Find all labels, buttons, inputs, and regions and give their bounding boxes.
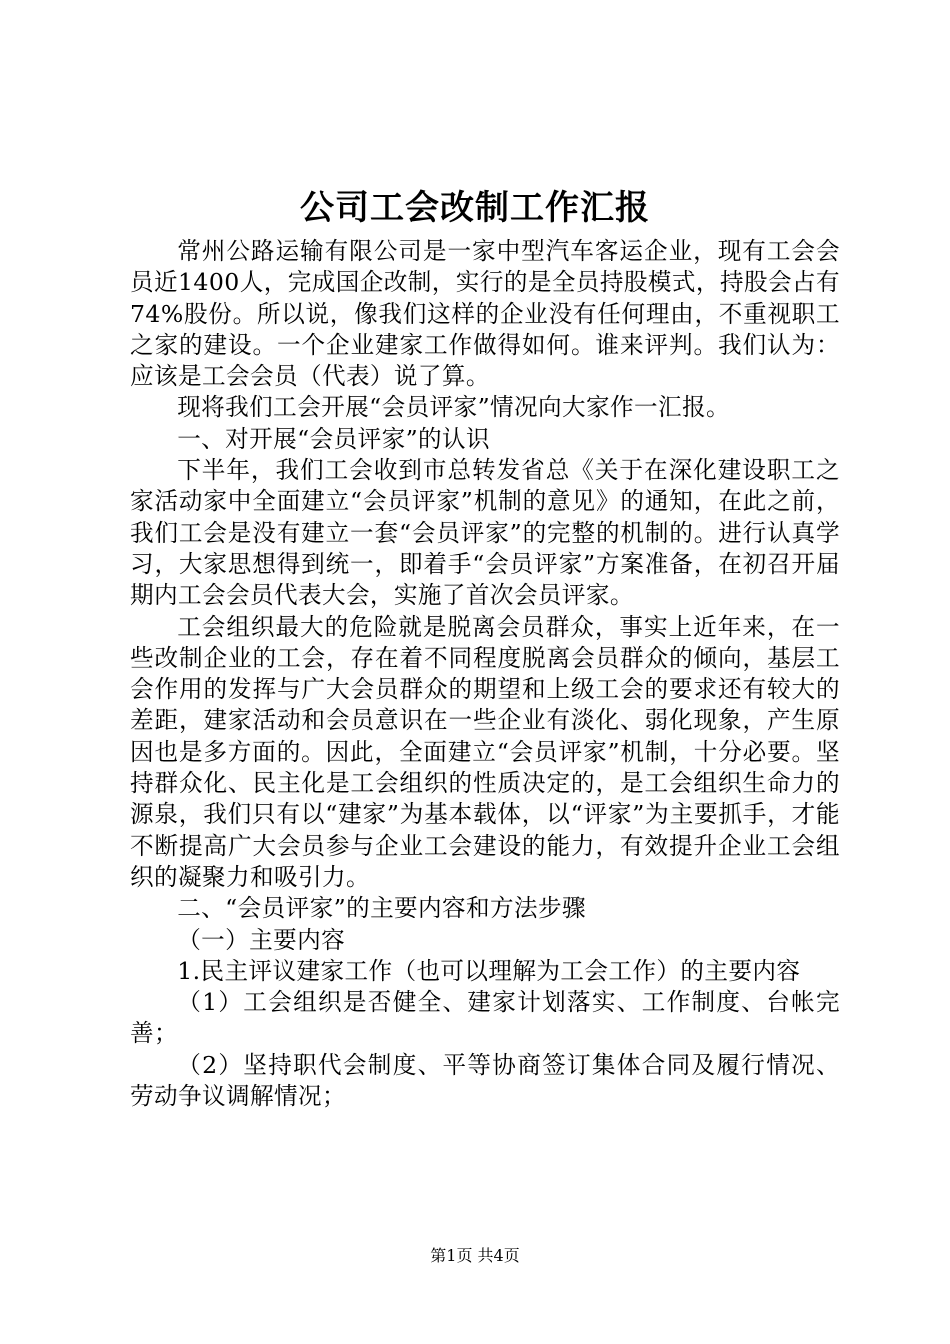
paragraph-report-intro: 现将我们工会开展“会员评家”情况向大家作一汇报。	[177, 393, 730, 422]
section-heading-2: 二、“会员评家”的主要内容和方法步骤	[177, 894, 587, 923]
list-subitem-2: （2）坚持职代会制度、平等协商签订集体合同及履行情况、劳动争议调解情况；	[130, 1050, 840, 1111]
paragraph-background: 下半年，我们工会收到市总转发省总《关于在深化建设职工之家活动家中全面建立“会员评家”机制的意见》的通知，在此之前，我们工会是没有建立一套“会员评家”的完整的机制的。进行认真学习，大家思想得到统一，即着手“会员评家”方案准备，在初召开届期内工会会员代表大会，实施了首次会员评家。	[130, 456, 840, 610]
document-title: 公司工会改制工作汇报	[300, 188, 650, 228]
section-heading-1: 一、对开展“会员评家”的认识	[177, 424, 491, 453]
paragraph-significance: 工会组织最大的危险就是脱离会员群众，事实上近年来，在一些改制企业的工会，存在着不同程度脱离会员群众的倾向，基层工会作用的发挥与广大会员群众的期望和上级工会的要求还有较大的差距，建家活动和会员意识在一些企业有淡化、弱化现象，产生原因也是多方面的。因此，全面建立“会员评家”机制，十分必要。坚持群众化、民主化是工会组织的性质决定的，是工会组织生命力的源泉，我们只有以“建家”为基本载体，以“评家”为主要抓手，才能不断提高广大会员参与企业工会建设的能力，有效提升企业工会组织的凝聚力和吸引力。	[130, 612, 840, 891]
paragraph-intro: 常州公路运输有限公司是一家中型汽车客运企业，现有工会会员近1400人，完成国企改制，实行的是全员持股模式，持股会占有74%股份。所以说，像我们这样的企业没有任何理由，不重视职工之家的建设。一个企业建家工作做得如何。谁来评判。我们认为：应该是工会会员（代表）说了算。	[130, 237, 840, 391]
page-footer: 第1页 共4页	[430, 1246, 520, 1265]
document-body	[130, 236, 840, 1112]
list-item-1: 1.民主评议建家工作（也可以理解为工会工作）的主要内容	[177, 956, 801, 985]
list-subitem-1: （1）工会组织是否健全、建家计划落实、工作制度、台帐完善；	[130, 988, 840, 1048]
subsection-heading-1: （一）主要内容	[177, 925, 346, 954]
